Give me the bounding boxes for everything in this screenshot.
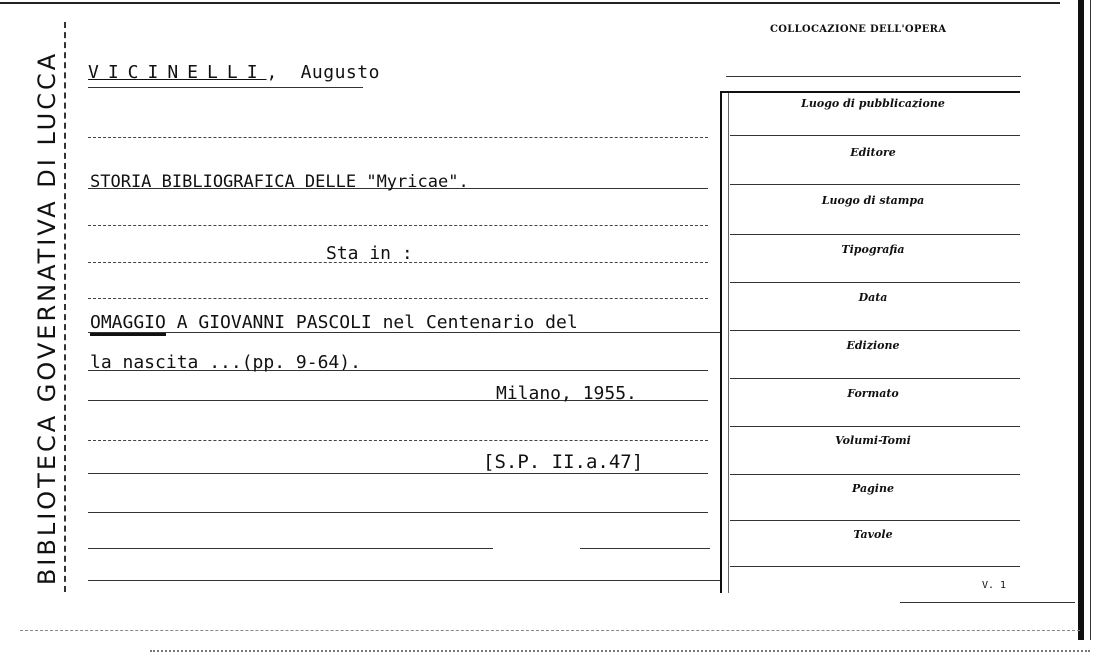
shelfmark: [S.P. II.a.47]	[483, 451, 644, 473]
rule	[900, 602, 1075, 603]
panel-divider	[720, 93, 722, 593]
field-label-tavole: Tavole	[853, 528, 893, 541]
author-surname: VICINELLI	[88, 62, 267, 83]
panel-top-border	[720, 91, 1020, 93]
host-title-continuation: la nascita ...(pp. 9-64).	[90, 352, 361, 373]
author-separator: ,	[266, 62, 278, 83]
sta-in-label: Sta in :	[326, 243, 413, 264]
field-label-editore: Editore	[850, 146, 896, 159]
field-label-data: Data	[858, 291, 888, 304]
rule	[730, 330, 1020, 331]
rule-author	[88, 87, 363, 88]
top-border	[0, 2, 1060, 4]
rule	[730, 184, 1020, 185]
field-label-pagine: Pagine	[852, 482, 894, 495]
author-given-name: Augusto	[300, 62, 380, 83]
work-title: STORIA BIBLIOGRAFICA DELLE "Myricae".	[90, 172, 469, 192]
author-line	[88, 62, 380, 83]
host-title-line	[90, 312, 578, 333]
rule	[730, 135, 1020, 136]
margin-separator	[64, 22, 66, 592]
rule	[88, 473, 708, 474]
rule	[730, 566, 1020, 567]
place-year: Milano, 1955.	[496, 383, 637, 404]
rule	[730, 234, 1020, 235]
rule	[88, 225, 708, 226]
bottom-edge-noise	[20, 630, 1080, 631]
rule	[88, 548, 493, 549]
rule	[726, 76, 1021, 77]
rule	[88, 440, 708, 441]
card-right-edge	[1078, 0, 1084, 640]
rule	[88, 512, 708, 513]
field-label-edizione: Edizione	[846, 339, 900, 352]
field-label-tipografia: Tipografia	[841, 243, 905, 256]
rule	[88, 137, 708, 138]
card-right-margin	[1090, 0, 1108, 640]
bottom-edge-noise	[150, 650, 1090, 652]
rule	[730, 474, 1020, 475]
rule	[88, 298, 708, 299]
field-label-luogo-stampa: Luogo di stampa	[821, 194, 925, 207]
corner-mark: V. 1	[982, 580, 1007, 591]
rule	[88, 580, 720, 581]
rule	[730, 426, 1020, 427]
host-title-underlined: OMAGGIO	[90, 312, 166, 336]
rule	[730, 520, 1020, 521]
rule	[580, 548, 710, 549]
field-label-luogo-pubblicazione: Luogo di pubblicazione	[801, 97, 945, 110]
rule	[730, 282, 1020, 283]
rule	[730, 378, 1020, 379]
institution-name: BIBLIOTECA GOVERNATIVA DI LUCCA	[33, 50, 61, 586]
field-label-formato: Formato	[847, 387, 899, 400]
host-title-rest: A GIOVANNI PASCOLI nel Centenario del	[165, 312, 578, 333]
collocation-header: COLLOCAZIONE DELL'OPERA	[770, 24, 947, 35]
field-label-volumi-tomi: Volumi-Tomi	[835, 434, 911, 447]
